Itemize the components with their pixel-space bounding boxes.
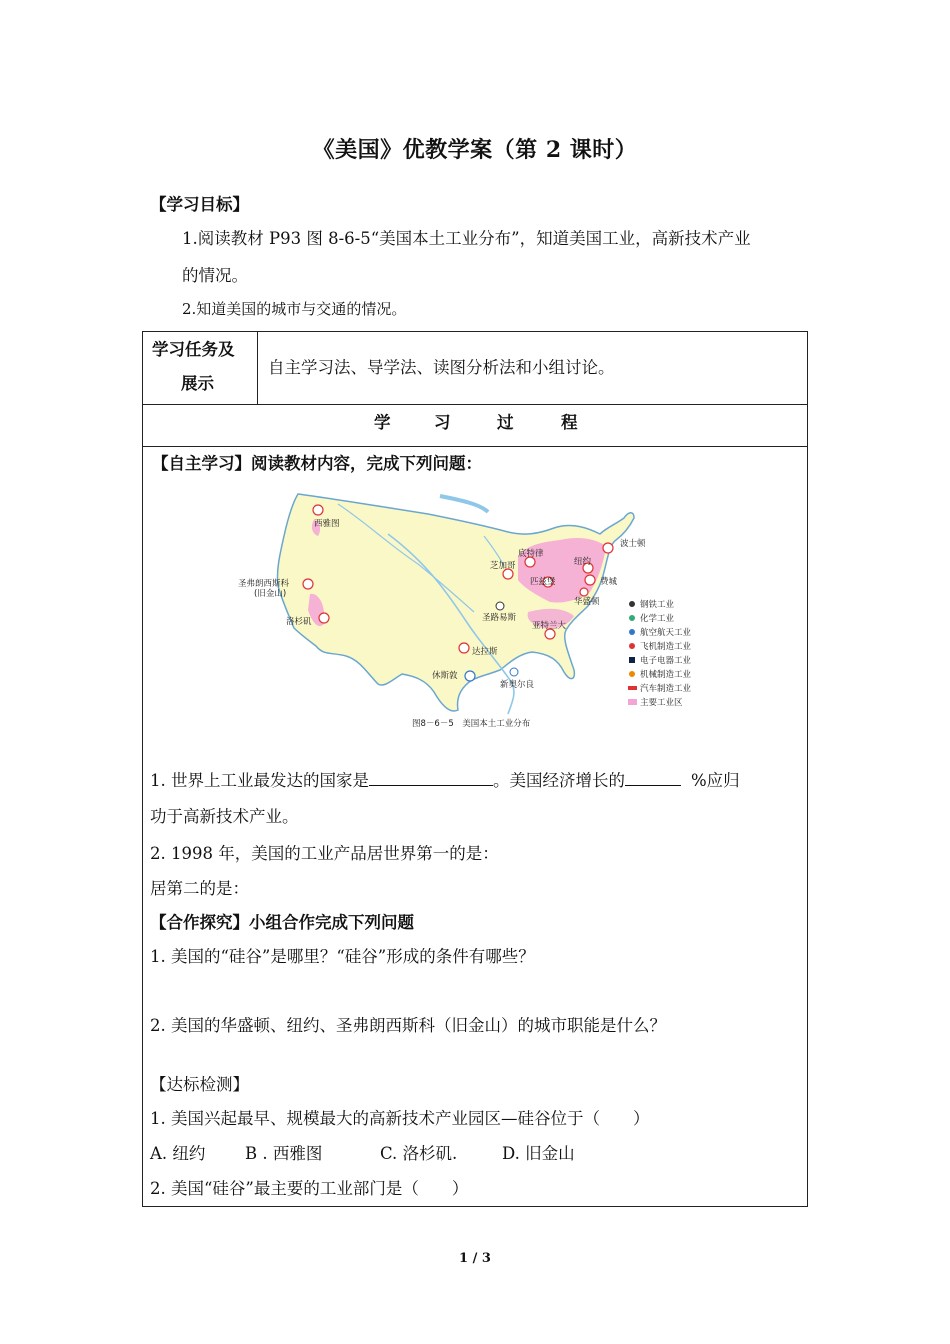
city-houston: 休斯敦 <box>432 671 458 681</box>
cooperation-q1: 1. 美国的“硅谷”是哪里？“硅谷”形成的条件有哪些？ <box>150 947 535 966</box>
legend-industrial-zone-icon <box>628 699 637 705</box>
test-q1-option-c: C. 洛杉矶. <box>380 1144 458 1163</box>
self-study-q1-line2: 功于高新技术产业。 <box>150 807 299 826</box>
map-caption: 图8－6－5 美国本土工业分布 <box>412 719 531 729</box>
cooperation-q2: 2. 美国的华盛顿、纽约、圣弗朗西斯科（旧金山）的城市职能是什么？ <box>150 1016 666 1035</box>
legend-aircraft-icon <box>629 643 635 649</box>
test-q1: 1. 美国兴起最早、规模最大的高新技术产业园区—硅谷位于（ ） <box>150 1109 650 1128</box>
city-newyork: 纽约 <box>574 557 592 567</box>
city-chicago: 芝加哥 <box>490 561 516 571</box>
process-header-3: 过 <box>497 413 514 432</box>
city-boston-marker <box>603 543 613 553</box>
city-sf-marker <box>303 579 313 589</box>
legend-electronics: 电子电器工业 <box>640 656 692 666</box>
legend-aerospace-icon <box>629 629 635 635</box>
self-study-q2: 2. 1998 年，美国的工业产品居世界第一的是： <box>150 844 499 863</box>
test-q1-option-b: B . 西雅图 <box>245 1144 323 1163</box>
legend-machinery: 机械制造工业 <box>640 670 692 680</box>
q1-blank-percent[interactable] <box>625 770 681 786</box>
task-label-line1: 学习任务及 <box>152 340 235 359</box>
q1-part1: 1. 世界上工业最发达的国家是 <box>150 771 369 790</box>
q1-part3: %应归 <box>691 771 740 790</box>
city-washington: 华盛顿 <box>574 597 600 607</box>
self-study-heading: 【自主学习】阅读教材内容，完成下列问题： <box>152 454 482 473</box>
q1-part2: 。美国经济增长的 <box>493 771 625 790</box>
city-philadelphia: 费城 <box>600 577 618 587</box>
legend-electronics-icon <box>629 657 635 663</box>
process-header-2: 习 <box>434 413 451 432</box>
legend-auto-icon <box>628 686 637 690</box>
objectives-heading: 【学习目标】 <box>150 195 249 214</box>
city-detroit: 底特律 <box>518 549 544 559</box>
city-houston-marker <box>465 671 475 681</box>
test-q1-option-a: A. 纽约 <box>150 1144 206 1163</box>
city-atlanta: 亚特兰大 <box>532 621 567 631</box>
city-la-marker <box>319 613 329 623</box>
objective-1-line1: 1.阅读教材 P93 图 8-6-5“美国本土工业分布”，知道美国工业，高新技术产业 <box>182 229 751 248</box>
legend-chemical-icon <box>629 615 635 621</box>
city-pittsburgh: 匹兹堡 <box>530 577 556 587</box>
legend-auto: 汽车制造工业 <box>640 684 692 694</box>
cooperation-heading: 【合作探究】小组合作完成下列问题 <box>150 913 414 932</box>
test-q2: 2. 美国“硅谷”最主要的工业部门是（ ） <box>150 1179 469 1198</box>
test-heading: 【达标检测】 <box>150 1075 249 1094</box>
city-dallas-marker <box>459 643 469 653</box>
city-sf-alt: (旧金山) <box>254 589 287 599</box>
objective-2: 2.知道美国的城市与交通的情况。 <box>182 300 407 318</box>
table-divider-vertical <box>257 332 258 405</box>
city-seattle-marker <box>313 505 323 515</box>
city-seattle: 西雅图 <box>314 519 340 529</box>
city-la: 洛杉矶 <box>286 617 312 627</box>
city-philadelphia-marker <box>585 575 595 585</box>
us-industry-map <box>228 484 708 734</box>
self-study-q3: 居第二的是： <box>150 879 249 898</box>
city-dallas: 达拉斯 <box>472 647 498 657</box>
city-stlouis: 圣路易斯 <box>482 613 517 623</box>
legend-chemical: 化学工业 <box>640 614 675 624</box>
legend-machinery-icon <box>629 671 635 677</box>
self-study-q1 <box>150 767 740 791</box>
table-divider-1 <box>143 404 807 405</box>
city-washington-marker <box>580 588 588 596</box>
objective-1-line2: 的情况。 <box>182 266 248 285</box>
city-sf: 圣弗朗西斯科 <box>238 579 290 589</box>
city-stlouis-marker <box>496 602 504 610</box>
legend-aerospace: 航空航天工业 <box>640 628 692 638</box>
process-header-1: 学 <box>374 413 391 432</box>
page-title: 《美国》优教学案（第 2 课时） <box>312 137 638 163</box>
table-divider-2 <box>143 446 807 447</box>
city-neworleans-marker <box>510 668 518 676</box>
task-value: 自主学习法、导学法、读图分析法和小组讨论。 <box>268 358 615 377</box>
q1-blank-country[interactable] <box>369 770 493 786</box>
city-boston: 波士顿 <box>620 539 646 549</box>
process-header-4: 程 <box>561 413 578 432</box>
legend-aircraft: 飞机制造工业 <box>640 642 692 652</box>
test-q1-option-d: D. 旧金山 <box>502 1144 575 1163</box>
legend-steel-icon <box>629 601 635 607</box>
legend-steel: 钢铁工业 <box>640 600 675 610</box>
legend-industrial-zone: 主要工业区 <box>640 698 683 708</box>
page-number: 1 / 3 <box>459 1251 491 1266</box>
task-label-line2: 展示 <box>181 374 214 393</box>
city-neworleans: 新奥尔良 <box>500 680 535 690</box>
